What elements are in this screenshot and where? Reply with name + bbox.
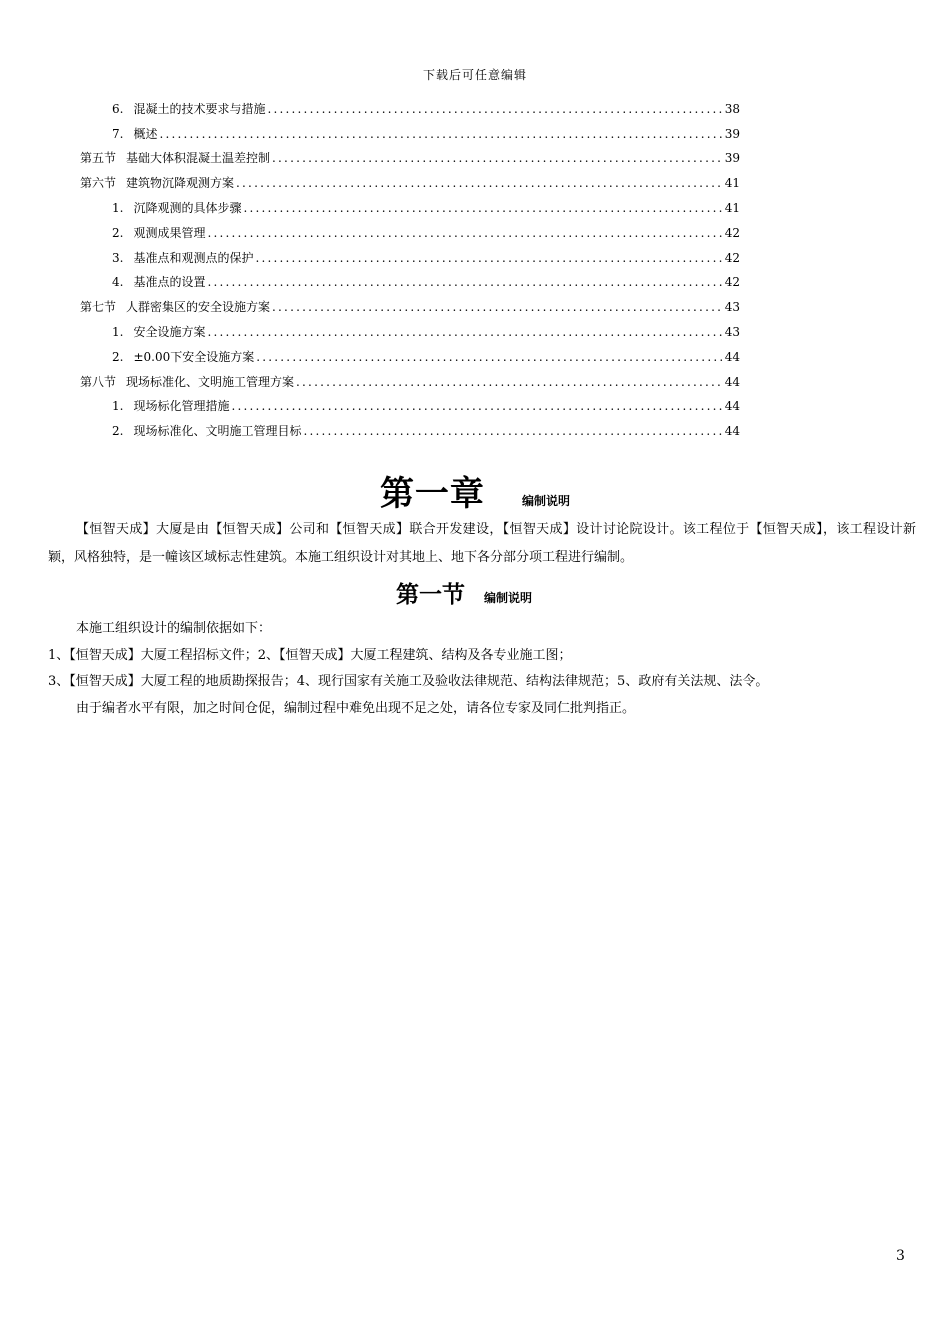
toc-entry[interactable] xyxy=(80,144,740,169)
toc-entry[interactable] xyxy=(80,317,740,342)
toc-entry[interactable] xyxy=(80,342,740,367)
toc-entry[interactable] xyxy=(80,193,740,218)
toc-entry-page: 39 xyxy=(724,151,740,166)
toc-entry-page: 41 xyxy=(724,200,740,215)
toc-entry-number: 7. xyxy=(112,126,124,141)
body-line: 由于编者水平有限，加之时间仓促，编制过程中难免出现不足之处，请各位专家及同仁批判指正。 xyxy=(76,700,636,716)
toc-entry-title: 人群密集区的安全设施方案 xyxy=(126,300,271,315)
toc-entry-title: 建筑物沉降观测方案 xyxy=(126,176,235,191)
toc-entry-title: 沉降观测的具体步骤 xyxy=(133,200,242,215)
toc-entry-page: 42 xyxy=(724,250,740,265)
toc-entry[interactable] xyxy=(80,367,740,392)
toc-entry[interactable] xyxy=(80,243,740,268)
toc-dot-leader xyxy=(236,173,723,193)
toc-entry-number: 2. xyxy=(112,424,124,439)
body-line: 本施工组织设计的编制依据如下： xyxy=(76,621,272,636)
section-heading xyxy=(0,576,928,609)
toc-entry-title: 基础大体积混凝土温差控制 xyxy=(126,151,271,166)
toc-entry[interactable] xyxy=(80,119,740,144)
toc-entry-number: 1. xyxy=(112,324,124,339)
toc-entry-number: 1. xyxy=(112,399,124,414)
toc-dot-leader xyxy=(255,248,722,268)
toc-entry-page: 43 xyxy=(724,300,740,315)
toc-entry-number: 第七节 xyxy=(80,300,117,315)
toc-entry-page: 44 xyxy=(724,374,740,389)
toc-dot-leader xyxy=(207,272,722,292)
toc-entry-title: 基准点和观测点的保护 xyxy=(133,250,254,265)
chapter-heading xyxy=(0,466,950,515)
toc-dot-leader xyxy=(207,322,722,342)
toc-entry-page: 44 xyxy=(724,399,740,414)
toc-entry-title: 概述 xyxy=(133,126,158,141)
toc-entry-title: 现场标准化、文明施工管理方案 xyxy=(126,374,295,389)
toc-entry-title: 现场标准化、文明施工管理目标 xyxy=(133,424,302,439)
toc-entry[interactable] xyxy=(80,268,740,293)
toc-entry[interactable] xyxy=(80,218,740,243)
chapter-subtitle: 编制说明 xyxy=(522,494,571,508)
toc-entry-page: 43 xyxy=(724,324,740,339)
toc-entry-title: 基准点的设置 xyxy=(133,275,206,290)
toc-entry-number: 1. xyxy=(112,200,124,215)
toc-dot-leader xyxy=(159,124,722,144)
toc-entry-title: 现场标化管理措施 xyxy=(133,399,230,414)
toc-dot-leader xyxy=(243,198,722,218)
toc-dot-leader xyxy=(296,372,723,392)
toc-dot-leader xyxy=(231,396,722,416)
table-of-contents xyxy=(80,94,740,441)
toc-entry-page: 38 xyxy=(724,101,740,116)
toc-dot-leader xyxy=(256,347,722,367)
toc-entry-page: 39 xyxy=(724,126,740,141)
toc-dot-leader xyxy=(267,99,722,119)
toc-entry-number: 4. xyxy=(112,275,124,290)
toc-entry-page: 44 xyxy=(724,424,740,439)
toc-entry-title: 混凝土的技术要求与措施 xyxy=(133,101,266,116)
toc-dot-leader xyxy=(272,297,723,317)
toc-entry-page: 42 xyxy=(724,275,740,290)
toc-entry-title: 观测成果管理 xyxy=(133,225,206,240)
body-line: 1、【恒智天成】大厦工程招标文件；2、【恒智天成】大厦工程建筑、结构及各专业施工图； xyxy=(48,647,572,663)
toc-entry[interactable] xyxy=(80,94,740,119)
toc-entry-title: 安全设施方案 xyxy=(133,324,206,339)
page-header: 下载后可任意编辑 xyxy=(422,68,527,82)
toc-entry-page: 44 xyxy=(724,349,740,364)
body-line: 3、【恒智天成】大厦工程的地质勘探报告；4、现行国家有关施工及验收法律规范、结构法律规范；5、政府有关法规、法令。 xyxy=(48,674,769,689)
toc-entry-title: ±0.00下安全设施方案 xyxy=(133,349,255,364)
toc-dot-leader xyxy=(272,148,723,168)
toc-dot-leader xyxy=(207,223,722,243)
toc-entry-number: 2. xyxy=(112,349,124,364)
toc-entry-number: 2. xyxy=(112,225,124,240)
section-title: 第一节 xyxy=(395,582,465,608)
toc-entry-page: 42 xyxy=(724,225,740,240)
toc-entry[interactable] xyxy=(80,292,740,317)
section-body xyxy=(48,616,918,722)
toc-entry-number: 第五节 xyxy=(80,151,117,166)
page-number: 3 xyxy=(896,1248,905,1264)
toc-entry-number: 6. xyxy=(112,101,124,116)
toc-entry[interactable] xyxy=(80,416,740,441)
toc-entry[interactable] xyxy=(80,168,740,193)
toc-entry-number: 3. xyxy=(112,250,124,265)
toc-entry-number: 第六节 xyxy=(80,176,117,191)
toc-dot-leader xyxy=(303,421,722,441)
toc-entry-number: 第八节 xyxy=(80,374,117,389)
chapter-title: 第一章 xyxy=(379,474,485,514)
toc-entry-page: 41 xyxy=(724,176,740,191)
toc-entry[interactable] xyxy=(80,392,740,417)
intro-paragraph: 【恒智天成】大厦是由【恒智天成】公司和【恒智天成】联合开发建设，【恒智天成】设计讨论院设计。该工程位于【恒智天成】，该工程设计新颖，风格独特，是一幢该区域标志性建筑。本施工组织设计对其地上、地下各分部分项工程进行编制。 xyxy=(48,522,916,565)
section-subtitle: 编制说明 xyxy=(484,591,533,605)
